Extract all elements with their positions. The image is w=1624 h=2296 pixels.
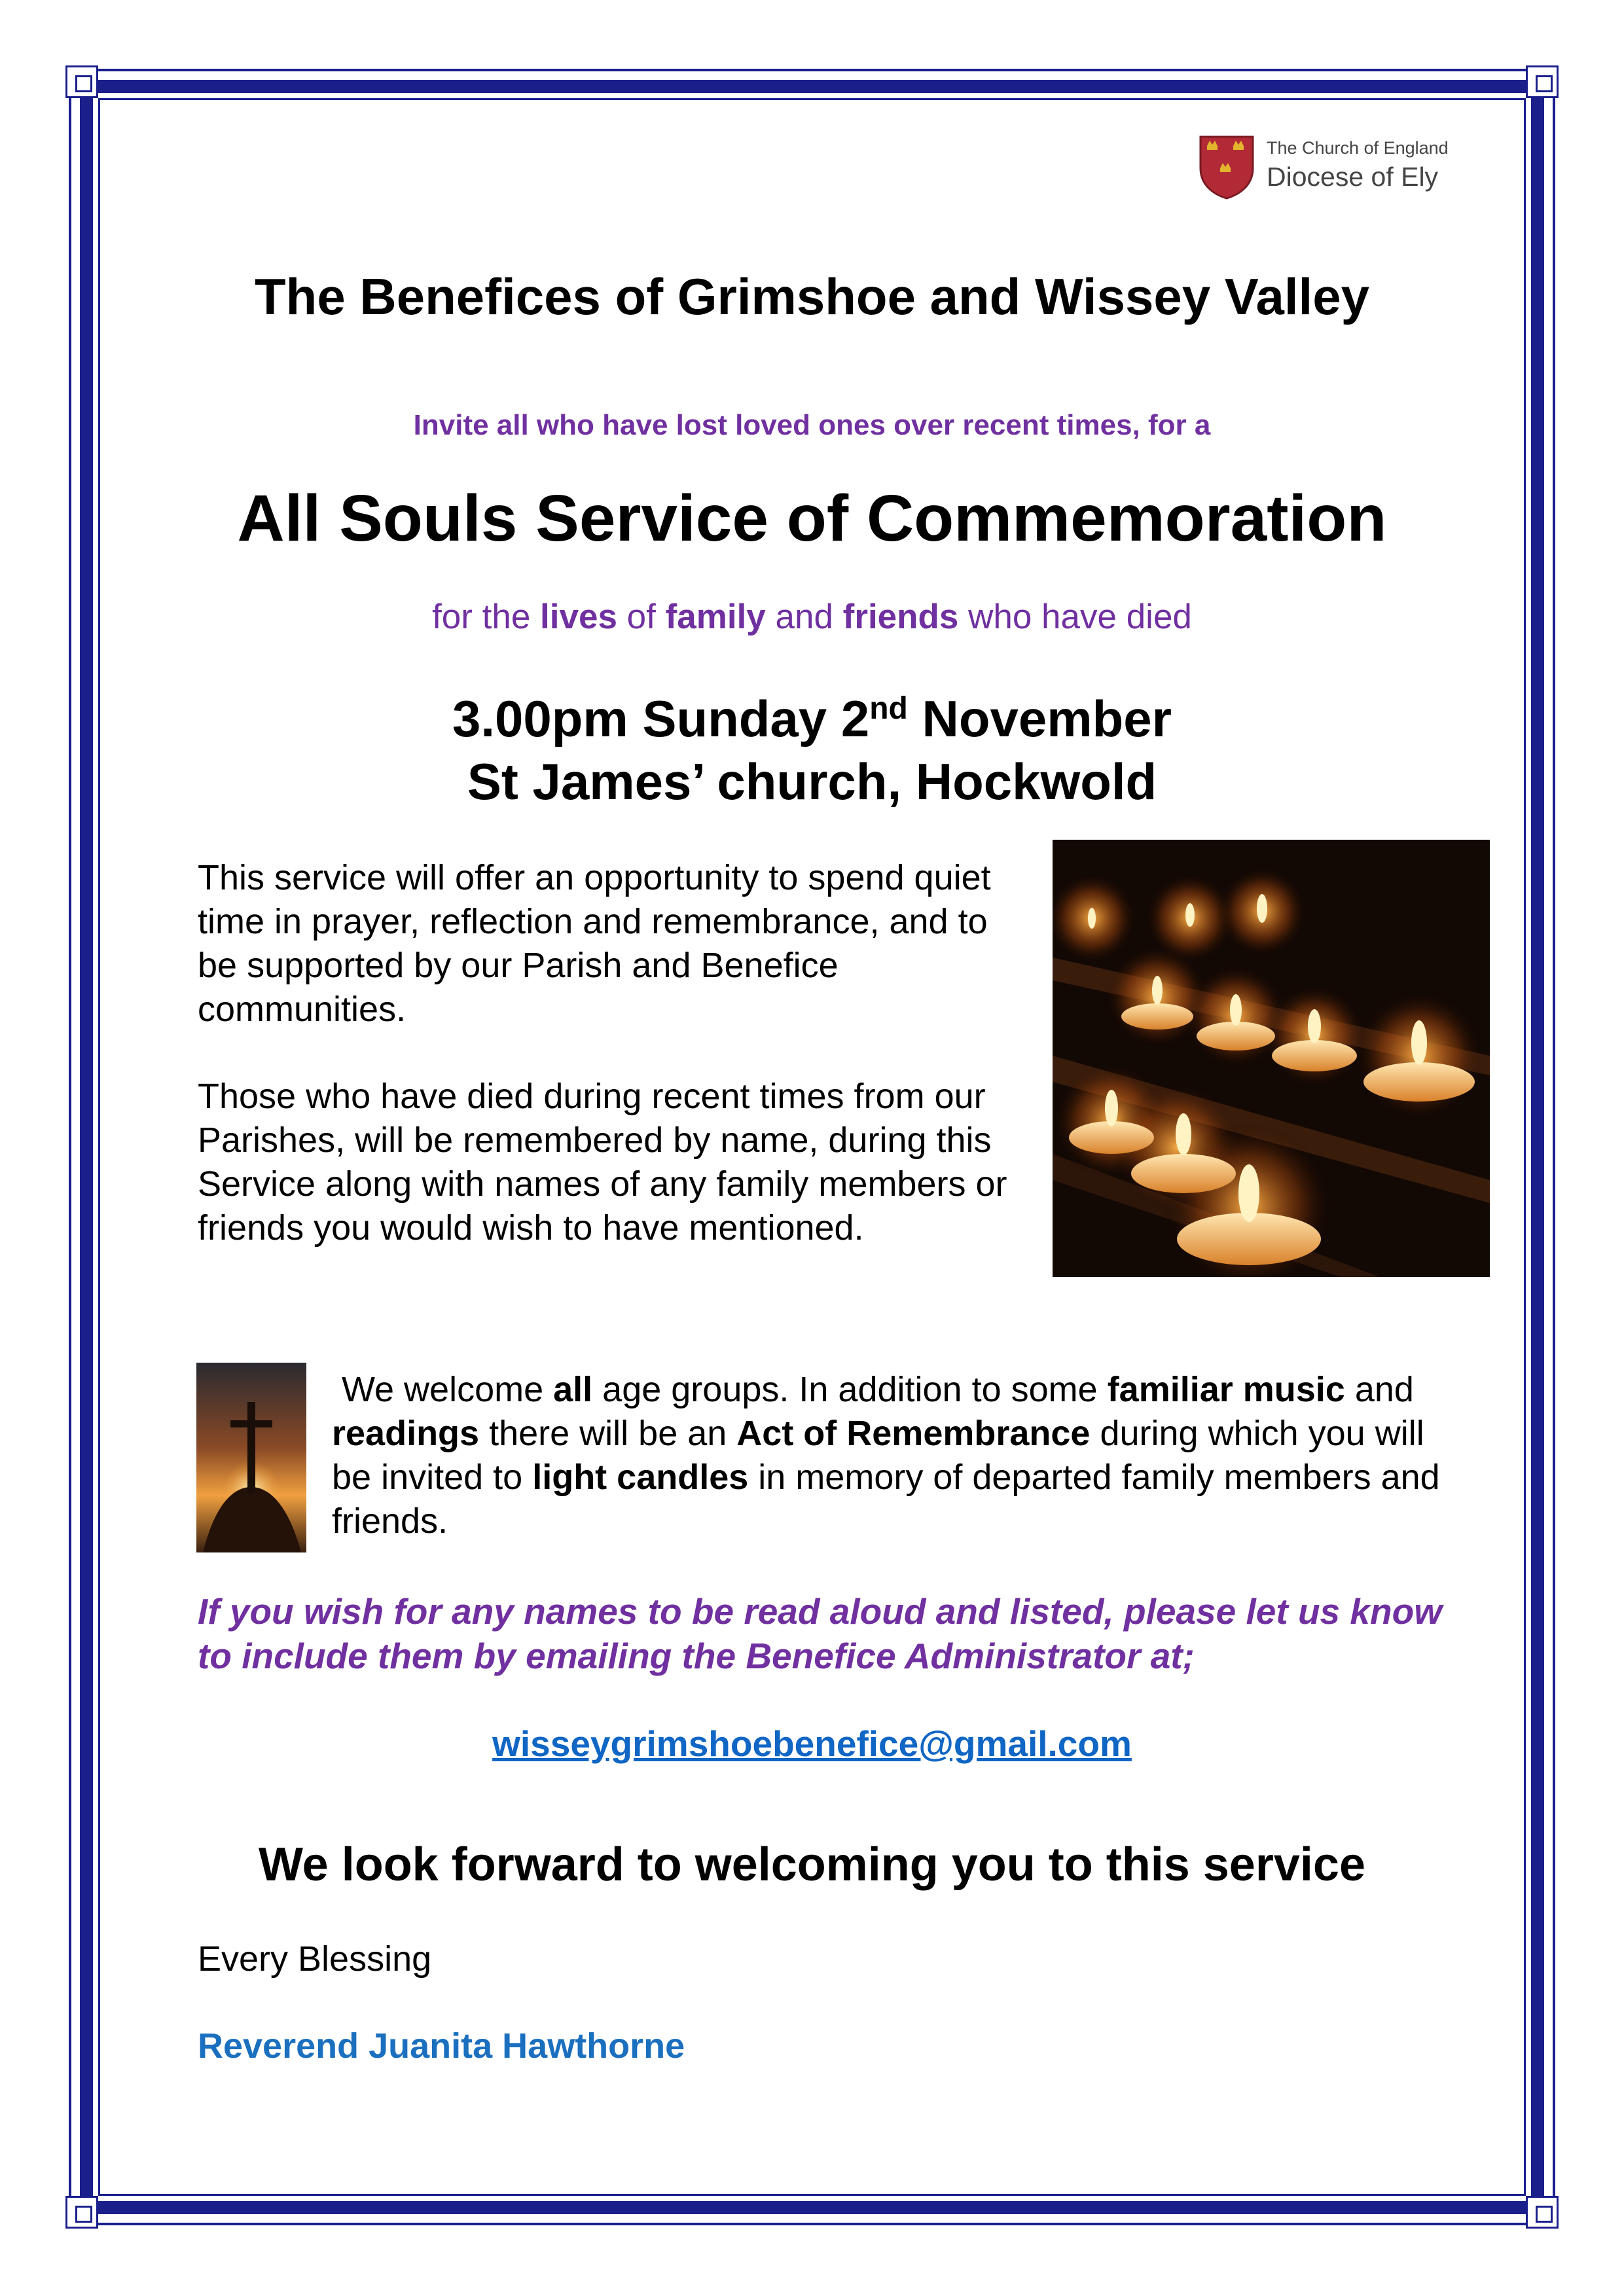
cross-sunset-image: [196, 1363, 306, 1552]
service-date: 3.00pm Sunday 2nd November: [452, 690, 1172, 747]
page-title: The Benefices of Grimshoe and Wissey Valley: [255, 268, 1369, 325]
remembrance-paragraph: Those who have died during recent times from our Parishes, will be remembered by name, during this Service along with names of any family members or friends you would wish to have mentioned.: [198, 1077, 1007, 1247]
corner-ornament: [1526, 65, 1559, 98]
invitation-line: Invite all who have lost loved ones over recent times, for a: [413, 409, 1211, 441]
diocese-logo: [1198, 134, 1460, 200]
blessing-text: Every Blessing: [198, 1939, 432, 1979]
service-subtitle: for the lives of family and friends who have died: [432, 598, 1192, 636]
corner-ornament: [65, 65, 98, 98]
closing-line: We look forward to welcoming you to this service: [259, 1839, 1365, 1891]
signature: Reverend Juanita Hawthorne: [198, 2026, 685, 2066]
welcome-paragraph: We welcome all age groups. In addition to some familiar music and readings there will be an Act of Remembrance during which you will be invited to light candles in memory of departed family members and friends.: [332, 1370, 1440, 1541]
diocese-shield-icon: [1198, 134, 1255, 200]
corner-ornament: [1526, 2196, 1559, 2229]
email-link[interactable]: wisseygrimshoebenefice@gmail.com: [492, 1723, 1132, 1764]
service-location: St James’ church, Hockwold: [467, 753, 1157, 810]
logo-line-1: The Church of England: [1267, 138, 1449, 158]
logo-line-2: Diocese of Ely: [1267, 162, 1439, 192]
candles-photo: [1053, 840, 1490, 1277]
service-date-place: [131, 687, 1493, 813]
names-request: If you wish for any names to be read aloud and listed, please let us know to include them by emailing the Benefice Administrator at;: [198, 1591, 1442, 1676]
corner-ornament: [65, 2196, 98, 2229]
service-title: All Souls Service of Commemoration: [237, 482, 1387, 555]
description-paragraph: This service will offer an opportunity to spend quiet time in prayer, reflection and remembrance, and to be supported by our Parish and Benefice communities.: [198, 858, 991, 1029]
